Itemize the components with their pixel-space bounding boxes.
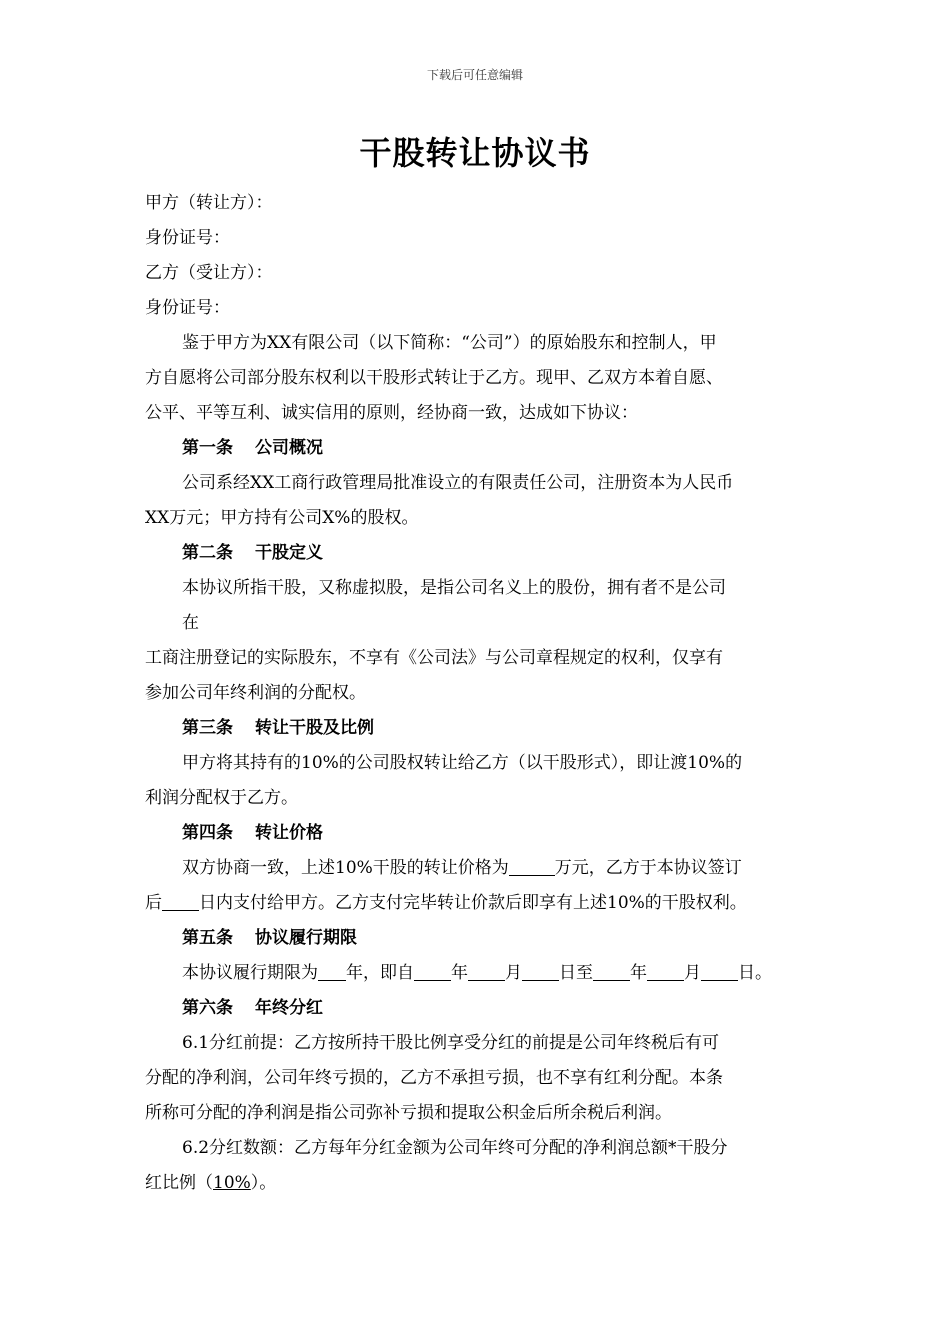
article-5-heading bbox=[145, 921, 815, 956]
start-day-blank[interactable] bbox=[522, 962, 559, 981]
article-name: 协议履行期限 bbox=[255, 928, 357, 948]
article-1-text: XX万元；甲方持有公司X%的股权。 bbox=[145, 508, 419, 528]
article-number: 第六条 bbox=[182, 998, 233, 1018]
article-3-heading bbox=[145, 711, 815, 746]
document-title: 干股转让协议书 bbox=[359, 134, 591, 172]
end-month-blank[interactable] bbox=[647, 962, 684, 981]
preamble-line: 公平、平等互利、诚实信用的原则，经协商一致，达成如下协议： bbox=[145, 403, 638, 423]
start-month-blank[interactable] bbox=[468, 962, 505, 981]
end-day-blank[interactable] bbox=[701, 962, 738, 981]
article-5-text: 本协议履行期限为 年，即自 年 月 日至 年 月 日。 bbox=[182, 963, 772, 983]
article-name: 转让价格 bbox=[255, 823, 323, 843]
party-a-line: 甲方（转让方）： bbox=[145, 193, 273, 213]
article-6-text: 6.2分红数额：乙方每年分红金额为公司年终可分配的净利润总额*干股分 bbox=[182, 1138, 728, 1158]
article-4-text: 后 日内支付给甲方。乙方支付完毕转让价款后即享有上述10%的干股权利。 bbox=[145, 893, 747, 913]
article-number: 第四条 bbox=[182, 823, 233, 843]
article-2-text: 参加公司年终利润的分配权。 bbox=[145, 683, 366, 703]
article-2-heading bbox=[145, 536, 815, 571]
article-number: 第二条 bbox=[182, 543, 233, 563]
article-6-heading bbox=[145, 991, 815, 1026]
party-b-id-line: 身份证号： bbox=[145, 298, 230, 318]
article-3-text: 甲方将其持有的10%的公司股权转让给乙方（以干股形式），即让渡10%的 bbox=[182, 753, 743, 773]
dividend-ratio: 10% bbox=[213, 1173, 251, 1193]
article-name: 年终分红 bbox=[255, 998, 323, 1018]
article-2-text: 在 bbox=[182, 613, 199, 633]
party-b-line: 乙方（受让方）： bbox=[145, 263, 273, 283]
article-3-text: 利润分配权于乙方。 bbox=[145, 788, 298, 808]
article-number: 第五条 bbox=[182, 928, 233, 948]
article-number: 第一条 bbox=[182, 438, 233, 458]
price-blank[interactable] bbox=[509, 857, 555, 876]
document-body bbox=[145, 186, 815, 1201]
article-6-text: 6.1分红前提：乙方按所持干股比例享受分红的前提是公司年终税后有可 bbox=[182, 1033, 720, 1053]
days-blank[interactable] bbox=[162, 892, 199, 911]
article-2-text: 工商注册登记的实际股东，不享有《公司法》与公司章程规定的权利，仅享有 bbox=[145, 648, 723, 668]
article-name: 转让干股及比例 bbox=[255, 718, 374, 738]
term-years-blank[interactable] bbox=[318, 962, 346, 981]
article-1-heading bbox=[145, 431, 815, 466]
article-4-heading bbox=[145, 816, 815, 851]
preamble-line: 鉴于甲方为XX有限公司（以下简称：“公司”）的原始股东和控制人，甲 bbox=[182, 333, 717, 353]
article-name: 干股定义 bbox=[255, 543, 323, 563]
article-4-text: 双方协商一致，上述10%干股的转让价格为 万元，乙方于本协议签订 bbox=[182, 858, 742, 878]
article-1-text: 公司系经XX工商行政管理局批准设立的有限责任公司，注册资本为人民币 bbox=[182, 473, 734, 493]
party-a-id-line: 身份证号： bbox=[145, 228, 230, 248]
article-6-text: 所称可分配的净利润是指公司弥补亏损和提取公积金后所余税后利润。 bbox=[145, 1103, 672, 1123]
article-2-text: 本协议所指干股，又称虚拟股，是指公司名义上的股份，拥有者不是公司 bbox=[182, 578, 726, 598]
preamble-line: 方自愿将公司部分股东权利以干股形式转让于乙方。现甲、乙双方本着自愿、 bbox=[145, 368, 723, 388]
start-year-blank[interactable] bbox=[414, 962, 451, 981]
article-name: 公司概况 bbox=[255, 438, 323, 458]
article-6-text: 红比例（10%）。 bbox=[145, 1173, 277, 1193]
article-6-text: 分配的净利润，公司年终亏损的，乙方不承担亏损，也不享有红利分配。本条 bbox=[145, 1068, 723, 1088]
end-year-blank[interactable] bbox=[593, 962, 630, 981]
header-note: 下载后可任意编辑 bbox=[426, 68, 523, 82]
article-number: 第三条 bbox=[182, 718, 233, 738]
